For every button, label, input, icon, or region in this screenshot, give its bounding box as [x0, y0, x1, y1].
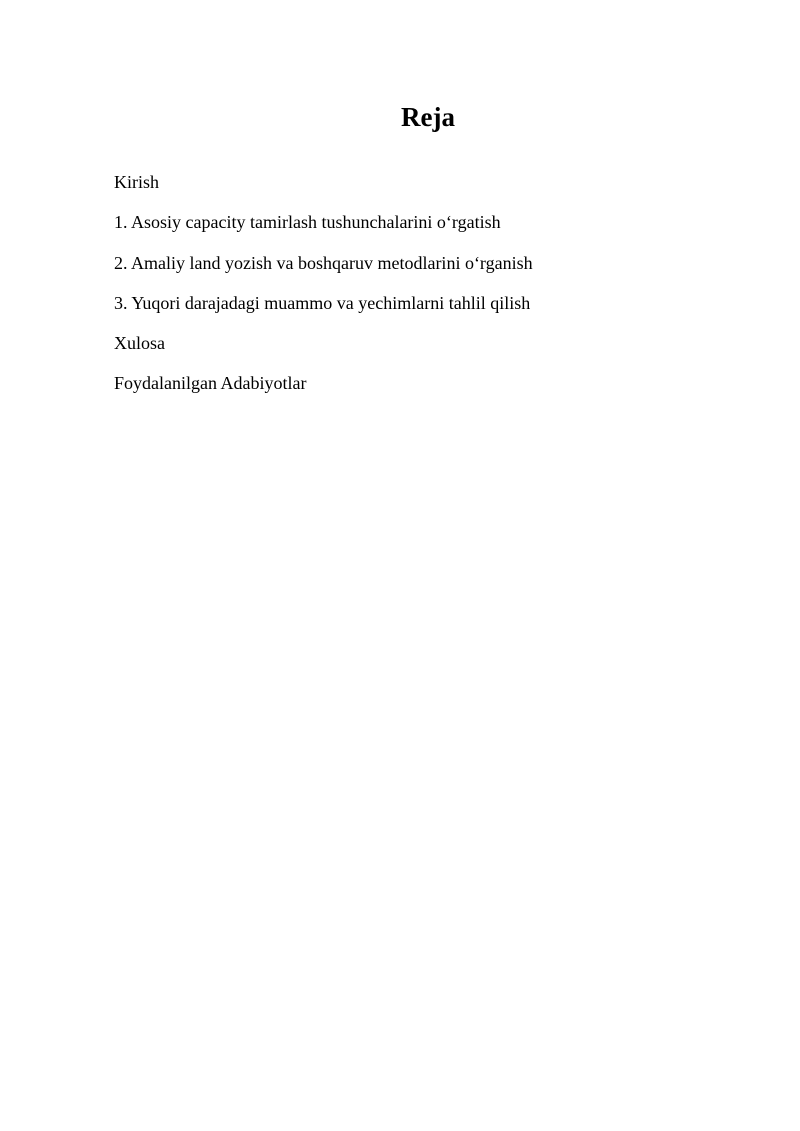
plan-item-2: 2. Amaliy land yozish va boshqaruv metodlarini o‘rganish	[114, 252, 533, 273]
plan-item-1: 1. Asosiy capacity tamirlash tushunchalarini o‘rgatish	[114, 212, 501, 233]
plan-item-references: Foydalanilgan Adabiyotlar	[114, 373, 307, 394]
plan-item-conclusion: Xulosa	[114, 333, 165, 354]
plan-list	[114, 171, 533, 413]
page-title: Reja	[401, 102, 455, 132]
plan-item-3: 3. Yuqori darajadagi muammo va yechimlarni tahlil qilish	[114, 292, 531, 313]
plan-item-introduction: Kirish	[114, 172, 159, 192]
